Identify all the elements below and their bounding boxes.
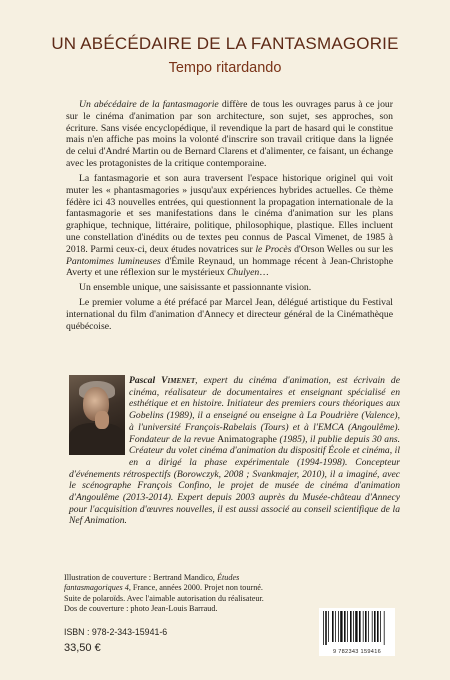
blurb-paragraph-3: Un ensemble unique, une saisissante et passionnante vision. [79,282,312,294]
isbn: ISBN : 978-2-343-15941-6 [64,627,168,637]
barcode [319,608,395,656]
book-subtitle: Tempo ritardando [168,60,282,76]
credit-line: Dos de couverture : photo Jean-Louis Barraud. [64,604,218,614]
credit-line: fantasmagoriques 4, France, années 2000. Projet non tourné. [64,583,263,593]
author-bio: Pascal Vimenet, expert du cinéma d'animation, est écrivain de cinéma, réalisateur de documentaires et enseignant spécialisé en esthétique et en histoire. Initiateur des premiers cours théoriques aux Gobelins (1989), il a enseigné ou enseigne à La Poudrière (Valence), à l'université François-Rabelais (Tours) et à l'EMCA (Angoulême). Fondateur de la revue Animatographe (1985), il publie depuis 30 ans. Créateur du volet cinéma d'animation du dispositif École et cinéma, il en a dirigé la phase expérimentale (1994-1998). Concepteur d'événements rétrospectifs (Borowczyk, 2008 ; Svankmajer, 2010), il a imaginé, avec le scénographe François Confino, le projet de musée de cinéma d'animation d'Angoulême (2013-2014). Expert depuis 2003 auprès du Musée-château d'Annecy pour l'acquisition d'œuvres nouvelles, il est aussi associé au conseil scientifique de la Nef Animation. [69,375,401,527]
journal-name: Animatographe [217,433,277,445]
book-title: UN ABÉCÉDAIRE DE LA FANTASMAGORIE [51,34,399,53]
price: 33,50 € [64,642,101,654]
author-last-name: Vimenet [161,375,196,386]
blurb [66,99,393,336]
blurb-paragraph-4: Le premier volume a été préfacé par Marcel Jean, délégué artistique du Festival international du film d'animation d'Annecy et directeur général de la Cinémathèque québécoise. [66,297,393,332]
barcode-digits: 9 782343 159416 [332,649,382,655]
blurb-paragraph-2: La fantasmagorie et son aura traversent l'espace historique originel qui voit muter les « phantasmagories » jusqu'aux expériences hybrides actuelles. Ce thème fédère ici 43 nouvelles entrées, qui questionnent la propagation internationale de la fantasmagorie et ses manifestations dans le cinéma d'animation sur les plans graphique, technique, littéraire, politique, philosophique, plastique. Elles incluent une constellation d'inédits ou de textes peu connus de Pascal Vimenet, de 1985 à 2018. Parmi ceux-ci, deux études novatrices sur le Procès d'Orson Welles ou sur les Pantomimes lumineuses d'Émile Reynaud, un hommage récent à Jean-Christophe Averty et une réflexion sur le mystérieux Chulyen… [66,172,393,279]
author-first-name: Pascal [129,375,156,386]
cover-credits [64,573,304,615]
credit-line: Suite de polaroïds. Avec l'aimable autorisation du réalisateur. [64,593,264,603]
credit-line: Illustration de couverture : Bertrand Mandico, Études [64,573,240,582]
blurb-paragraph-1: Un abécédaire de la fantasmagorie diffère de tous les ouvrages parus à ce jour sur le cinéma d'animation par son architecture, son sujet, ses approches, son écriture. Sans visée encyclopédique, il revendique la part de hasard qui le constitue mais n'en affiche pas moins la volonté d'inscrire son travail critique dans la lignée de celui d'André Martin ou de Bernard Clarens et d'alimenter, ce faisant, un échange avec les protagonistes de la critique contemporaine. [66,99,393,169]
barcode-bars-icon [321,611,393,645]
